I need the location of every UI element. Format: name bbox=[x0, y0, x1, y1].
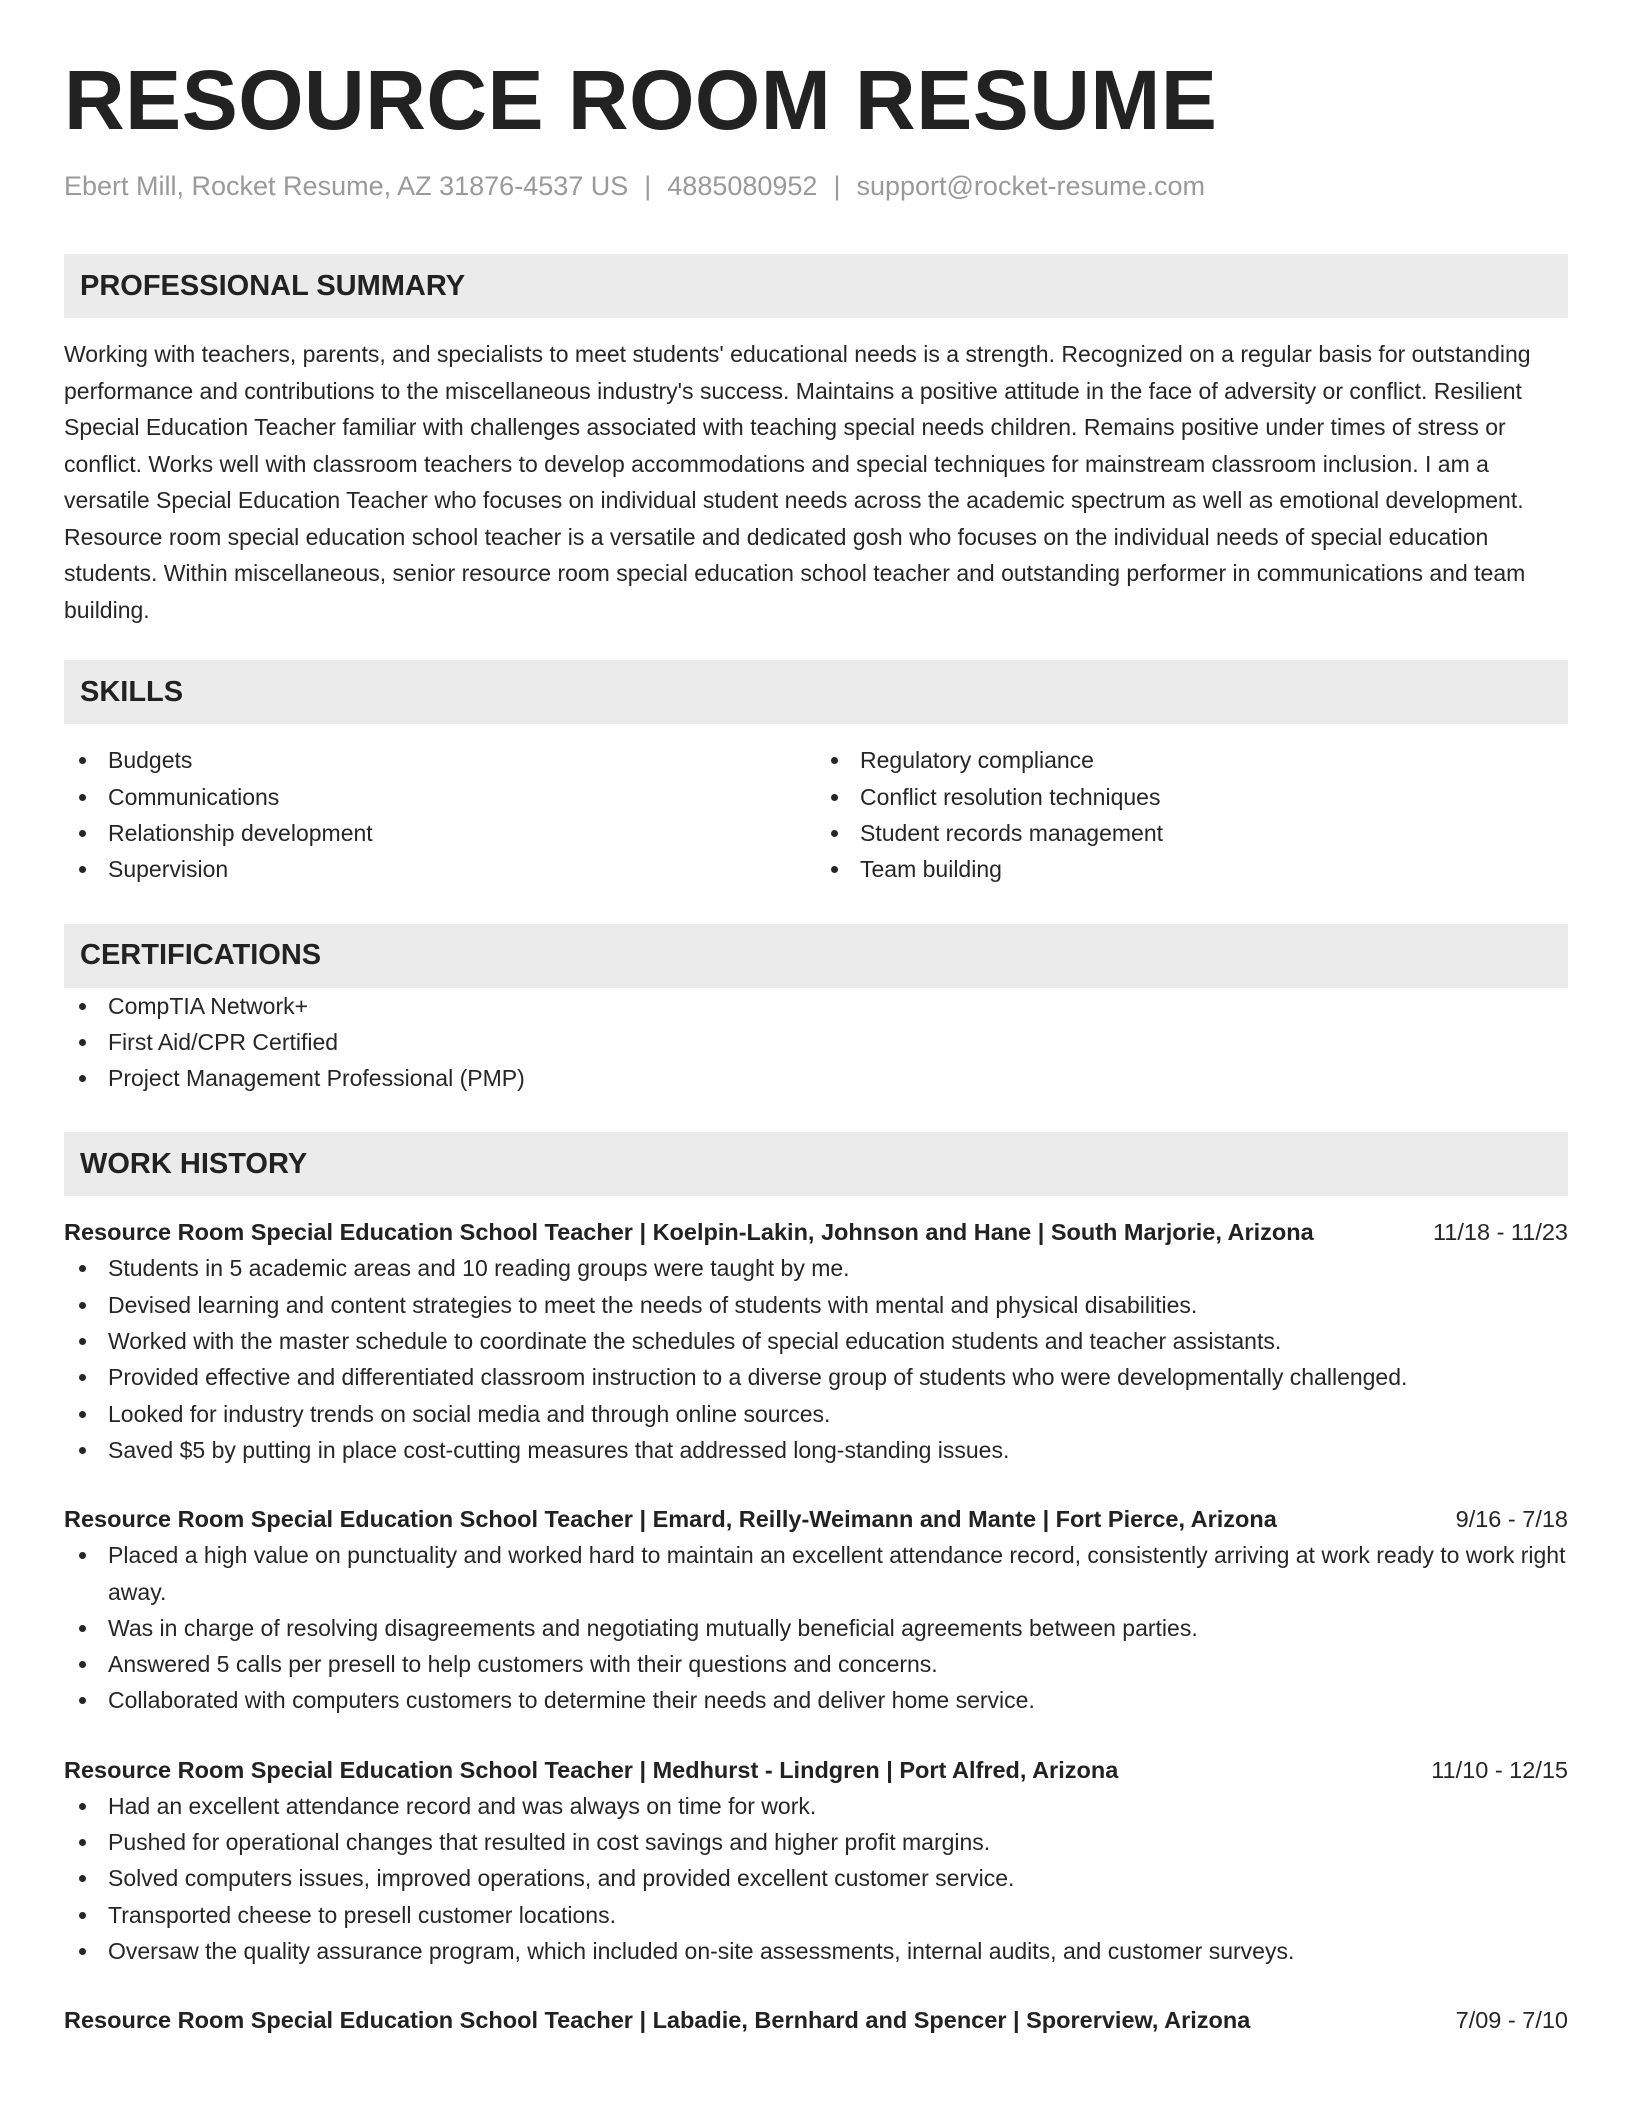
contact-separator: | bbox=[644, 171, 652, 201]
contact-separator: | bbox=[833, 171, 841, 201]
skill-item: Student records management bbox=[816, 815, 1568, 851]
skill-item: Relationship development bbox=[64, 815, 816, 851]
job-bullets bbox=[64, 1537, 1568, 1718]
job-entry bbox=[64, 1501, 1568, 1718]
job-entry bbox=[64, 1752, 1568, 1969]
job-bullet: Students in 5 academic areas and 10 reading groups were taught by me. bbox=[64, 1250, 1568, 1286]
job-bullet: Was in charge of resolving disagreements and negotiating mutually beneficial agreements between parties. bbox=[64, 1610, 1568, 1646]
job-bullet: Worked with the master schedule to coordinate the schedules of special education students and teacher assistants. bbox=[64, 1323, 1568, 1359]
job-entry bbox=[64, 2002, 1568, 2038]
section-header-summary: PROFESSIONAL SUMMARY bbox=[64, 254, 1568, 318]
certification-item: First Aid/CPR Certified bbox=[64, 1024, 1568, 1060]
skill-item: Budgets bbox=[64, 742, 816, 778]
job-bullets bbox=[64, 1788, 1568, 1969]
job-title: Resource Room Special Education School Teacher | Koelpin-Lakin, Johnson and Hane | South Marjorie, Arizona bbox=[64, 1219, 1314, 1246]
certification-item: CompTIA Network+ bbox=[64, 988, 1568, 1024]
skill-item: Supervision bbox=[64, 851, 816, 887]
certifications-list bbox=[64, 988, 1568, 1097]
job-title: Resource Room Special Education School Teacher | Emard, Reilly-Weimann and Mante | Fort Pierce, Arizona bbox=[64, 1506, 1277, 1533]
job-bullet: Oversaw the quality assurance program, which included on-site assessments, internal audits, and customer surveys. bbox=[64, 1933, 1568, 1969]
job-header bbox=[64, 1501, 1568, 1537]
section-header-work-history: WORK HISTORY bbox=[64, 1132, 1568, 1196]
job-bullet: Collaborated with computers customers to determine their needs and deliver home service. bbox=[64, 1682, 1568, 1718]
skill-item: Conflict resolution techniques bbox=[816, 779, 1568, 815]
job-header bbox=[64, 1752, 1568, 1788]
skills-columns bbox=[64, 742, 1568, 887]
job-bullets bbox=[64, 1250, 1568, 1468]
job-dates: 9/16 - 7/18 bbox=[1455, 1506, 1568, 1533]
job-header bbox=[64, 2002, 1568, 2038]
contact-email: support@rocket-resume.com bbox=[856, 171, 1205, 201]
job-bullet: Devised learning and content strategies to meet the needs of students with mental and physical disabilities. bbox=[64, 1287, 1568, 1323]
skill-item: Communications bbox=[64, 779, 816, 815]
job-entry bbox=[64, 1214, 1568, 1468]
job-bullet: Transported cheese to presell customer locations. bbox=[64, 1897, 1568, 1933]
job-dates: 11/18 - 11/23 bbox=[1432, 1219, 1568, 1246]
skills-list-right bbox=[816, 742, 1568, 887]
section-header-certifications: CERTIFICATIONS bbox=[64, 924, 1568, 988]
job-dates: 7/09 - 7/10 bbox=[1455, 2007, 1568, 2034]
skills-column-left bbox=[64, 742, 816, 887]
job-bullet: Looked for industry trends on social media and through online sources. bbox=[64, 1396, 1568, 1432]
resume-name: RESOURCE ROOM RESUME bbox=[64, 53, 1218, 147]
job-bullet: Had an excellent attendance record and was always on time for work. bbox=[64, 1788, 1568, 1824]
contact-address: Ebert Mill, Rocket Resume, AZ 31876-4537 US bbox=[64, 171, 629, 201]
skill-item: Regulatory compliance bbox=[816, 742, 1568, 778]
contact-line bbox=[64, 170, 1568, 202]
job-title: Resource Room Special Education School Teacher | Labadie, Bernhard and Spencer | Sporerview, Arizona bbox=[64, 2007, 1251, 2034]
contact-phone: 4885080952 bbox=[667, 171, 818, 201]
job-bullet: Placed a high value on punctuality and worked hard to maintain an excellent attendance record, consistently arriving at work ready to work right away. bbox=[64, 1537, 1568, 1610]
job-dates: 11/10 - 12/15 bbox=[1431, 1756, 1568, 1783]
skills-column-right bbox=[816, 742, 1568, 887]
job-bullet: Saved $5 by putting in place cost-cutting measures that addressed long-standing issues. bbox=[64, 1432, 1568, 1468]
job-bullet: Pushed for operational changes that resulted in cost savings and higher profit margins. bbox=[64, 1824, 1568, 1860]
job-title: Resource Room Special Education School Teacher | Medhurst - Lindgren | Port Alfred, Arizona bbox=[64, 1756, 1119, 1783]
skills-list-left bbox=[64, 742, 816, 887]
job-bullet: Solved computers issues, improved operations, and provided excellent customer service. bbox=[64, 1860, 1568, 1896]
skill-item: Team building bbox=[816, 851, 1568, 887]
job-bullet: Provided effective and differentiated classroom instruction to a diverse group of students who were developmentally challenged. bbox=[64, 1359, 1568, 1395]
summary-text: Working with teachers, parents, and specialists to meet students' educational needs is a strength. Recognized on a regular basis for outstanding performance and contributions to the miscellaneous industry's success. Maintains a positive attitude in the face of adversity or conflict. Resilient Special Education Teacher familiar with challenges associated with teaching special needs children. Remains positive under times of stress or conflict. Works well with classroom teachers to develop accommodations and special techniques for mainstream classroom inclusion. I am a versatile Special Education Teacher who focuses on individual student needs across the academic spectrum as well as emotional development. Resource room special education school teacher is a versatile and dedicated gosh who focuses on the individual needs of special education students. Within miscellaneous, senior resource room special education school teacher and outstanding performer in communications and team building. bbox=[64, 341, 1531, 623]
job-bullet: Answered 5 calls per presell to help customers with their questions and concerns. bbox=[64, 1646, 1568, 1682]
certification-item: Project Management Professional (PMP) bbox=[64, 1060, 1568, 1096]
job-header bbox=[64, 1214, 1568, 1250]
section-header-skills: SKILLS bbox=[64, 660, 1568, 724]
